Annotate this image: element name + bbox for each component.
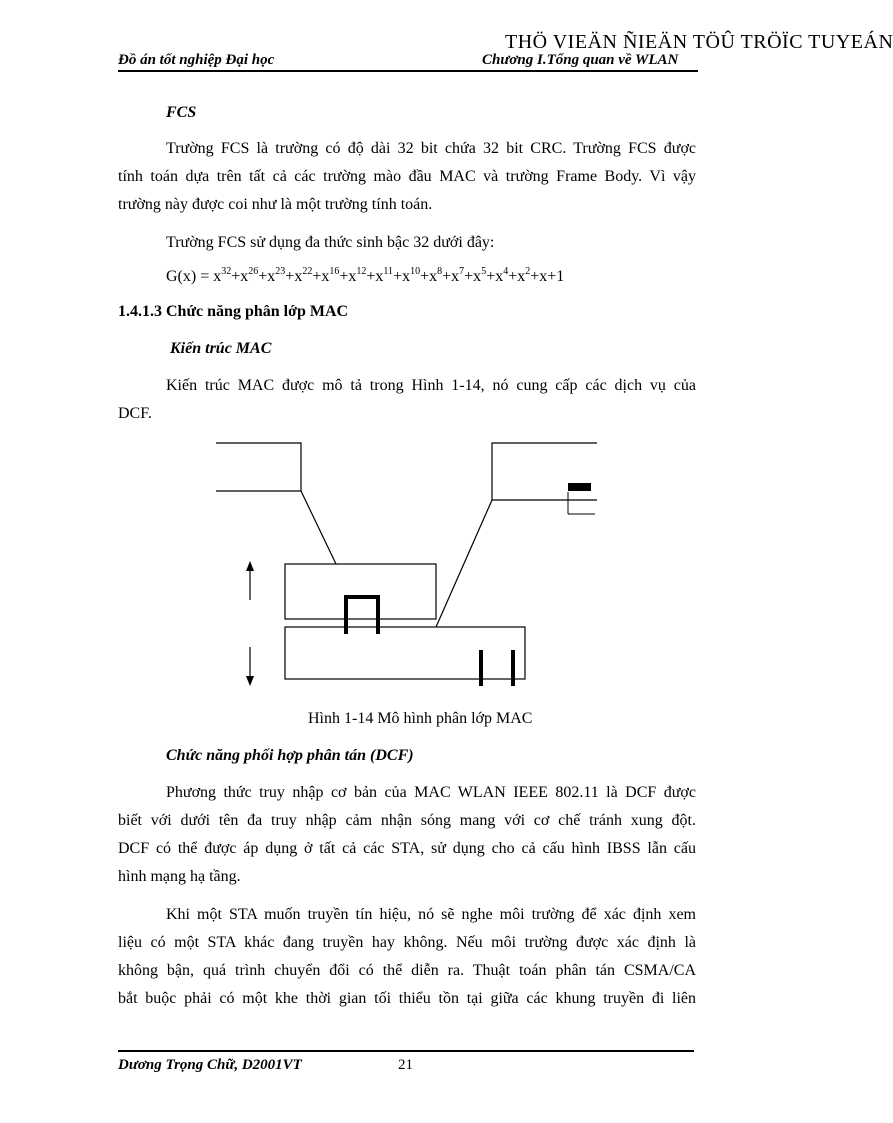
formula-term-base: +x (285, 268, 303, 285)
generator-polynomial (166, 268, 564, 286)
top-left-box (216, 443, 301, 491)
formula-exponent: 7 (459, 266, 465, 277)
left-connector-line (301, 491, 336, 564)
arch-para-line1: Kiến trúc MAC được mô tả trong Hình 1-14, nó cung cấp các dịch vụ của (166, 377, 696, 394)
formula-exponent: 26 (248, 266, 259, 277)
watermark-text: THÖ VIEÄN ÑIEÄN TÖÛ TRÖÏC TUYEÁN (505, 31, 893, 53)
formula-exponent: 2 (525, 266, 531, 277)
formula-term-base: +x (486, 268, 504, 285)
formula-term-base: +x (508, 268, 526, 285)
formula-term-base: +x (442, 268, 460, 285)
fcs-para1-line3: trường này được coi như là một trường tính toán. (118, 196, 433, 213)
bottom-layer-box (285, 627, 525, 679)
formula-term-base: +x (366, 268, 384, 285)
formula-exponent: 11 (383, 266, 394, 277)
section-heading: 1.4.1.3 Chức năng phân lớp MAC (118, 303, 349, 320)
formula-exponent: 23 (275, 266, 286, 277)
header-divider (118, 70, 698, 72)
down-arrow-icon (246, 676, 254, 686)
formula-prefix: G(x) = x (166, 268, 222, 285)
dcf-title: Chức năng phối hợp phân tán (DCF) (166, 747, 414, 764)
top-right-box (492, 443, 597, 500)
figure-caption: Hình 1-14 Mô hình phân lớp MAC (308, 710, 533, 727)
formula-term-base: +x (312, 268, 330, 285)
formula-exponent: 4 (503, 266, 509, 277)
formula-exponent: 32 (221, 266, 232, 277)
formula-term-base: +x (258, 268, 276, 285)
dcf-para1-line4: hình mạng hạ tầng. (118, 868, 241, 885)
formula-exponent: 10 (410, 266, 421, 277)
mac-layer-diagram (200, 430, 610, 700)
formula-term-base: +x (393, 268, 411, 285)
dcf-para1-line2: biết với dưới tên đa truy nhập cảm nhận sóng mang với cơ chế tránh xung đột. (118, 812, 696, 829)
header-document-title: Đồ án tốt nghiệp Đại học (118, 52, 275, 68)
fcs-title: FCS (166, 104, 197, 121)
dcf-para2-line3: không bận, quá trình chuyển đổi có thể diễn ra. Thuật toán phân tán CSMA/CA (118, 962, 696, 979)
formula-term-base: +x (420, 268, 438, 285)
mac-architecture-title: Kiến trúc MAC (170, 340, 272, 357)
dcf-para1-line3: DCF có thể được áp dụng ở tất cả các STA, sử dụng cho cả cấu hình IBSS lẫn cấu (118, 840, 696, 857)
middle-layer-box (285, 564, 436, 619)
footer-divider (118, 1050, 694, 1052)
fcs-para1-line2: tính toán dựa trên tất cả các trường mào đầu MAC và trường Frame Body. Vì vậy (118, 168, 696, 185)
formula-exponent: 16 (329, 266, 340, 277)
footer-author: Dương Trọng Chữ, D2001VT (118, 1057, 302, 1073)
dcf-para2-line1: Khi một STA muốn truyền tín hiệu, nó sẽ nghe môi trường để xác định xem (166, 906, 696, 923)
page-number: 21 (398, 1057, 413, 1073)
formula-term-base: +x (464, 268, 482, 285)
formula-term-base: +x (339, 268, 357, 285)
fcs-para1-line1: Trường FCS là trường có độ dài 32 bit chứa 32 bit CRC. Trường FCS được (166, 140, 696, 157)
dcf-para1-line1: Phương thức truy nhập cơ bản của MAC WLAN IEEE 802.11 là DCF được (166, 784, 696, 801)
top-right-block-mark (568, 483, 591, 491)
formula-terms (221, 268, 530, 285)
formula-exponent: 5 (481, 266, 487, 277)
formula-exponent: 22 (302, 266, 313, 277)
right-connector-line (436, 500, 492, 627)
fcs-para2: Trường FCS sử dụng đa thức sinh bậc 32 dưới đây: (166, 234, 495, 251)
header-chapter-title: Chương I.Tổng quan về WLAN (482, 52, 679, 68)
dcf-para2-line2: liệu có một STA khác đang truyền hay không. Nếu môi trường được xác định là (118, 934, 696, 951)
formula-exponent: 12 (356, 266, 367, 277)
bracket-mark (346, 597, 378, 634)
formula-suffix: +x+1 (530, 268, 565, 285)
arch-para-line2: DCF. (118, 405, 152, 422)
formula-exponent: 8 (437, 266, 443, 277)
dcf-para2-line4: bắt buộc phải có một khe thời gian tối thiểu tồn tại giữa các khung truyền đi liên (118, 990, 696, 1007)
up-arrow-icon (246, 561, 254, 571)
formula-term-base: +x (231, 268, 249, 285)
